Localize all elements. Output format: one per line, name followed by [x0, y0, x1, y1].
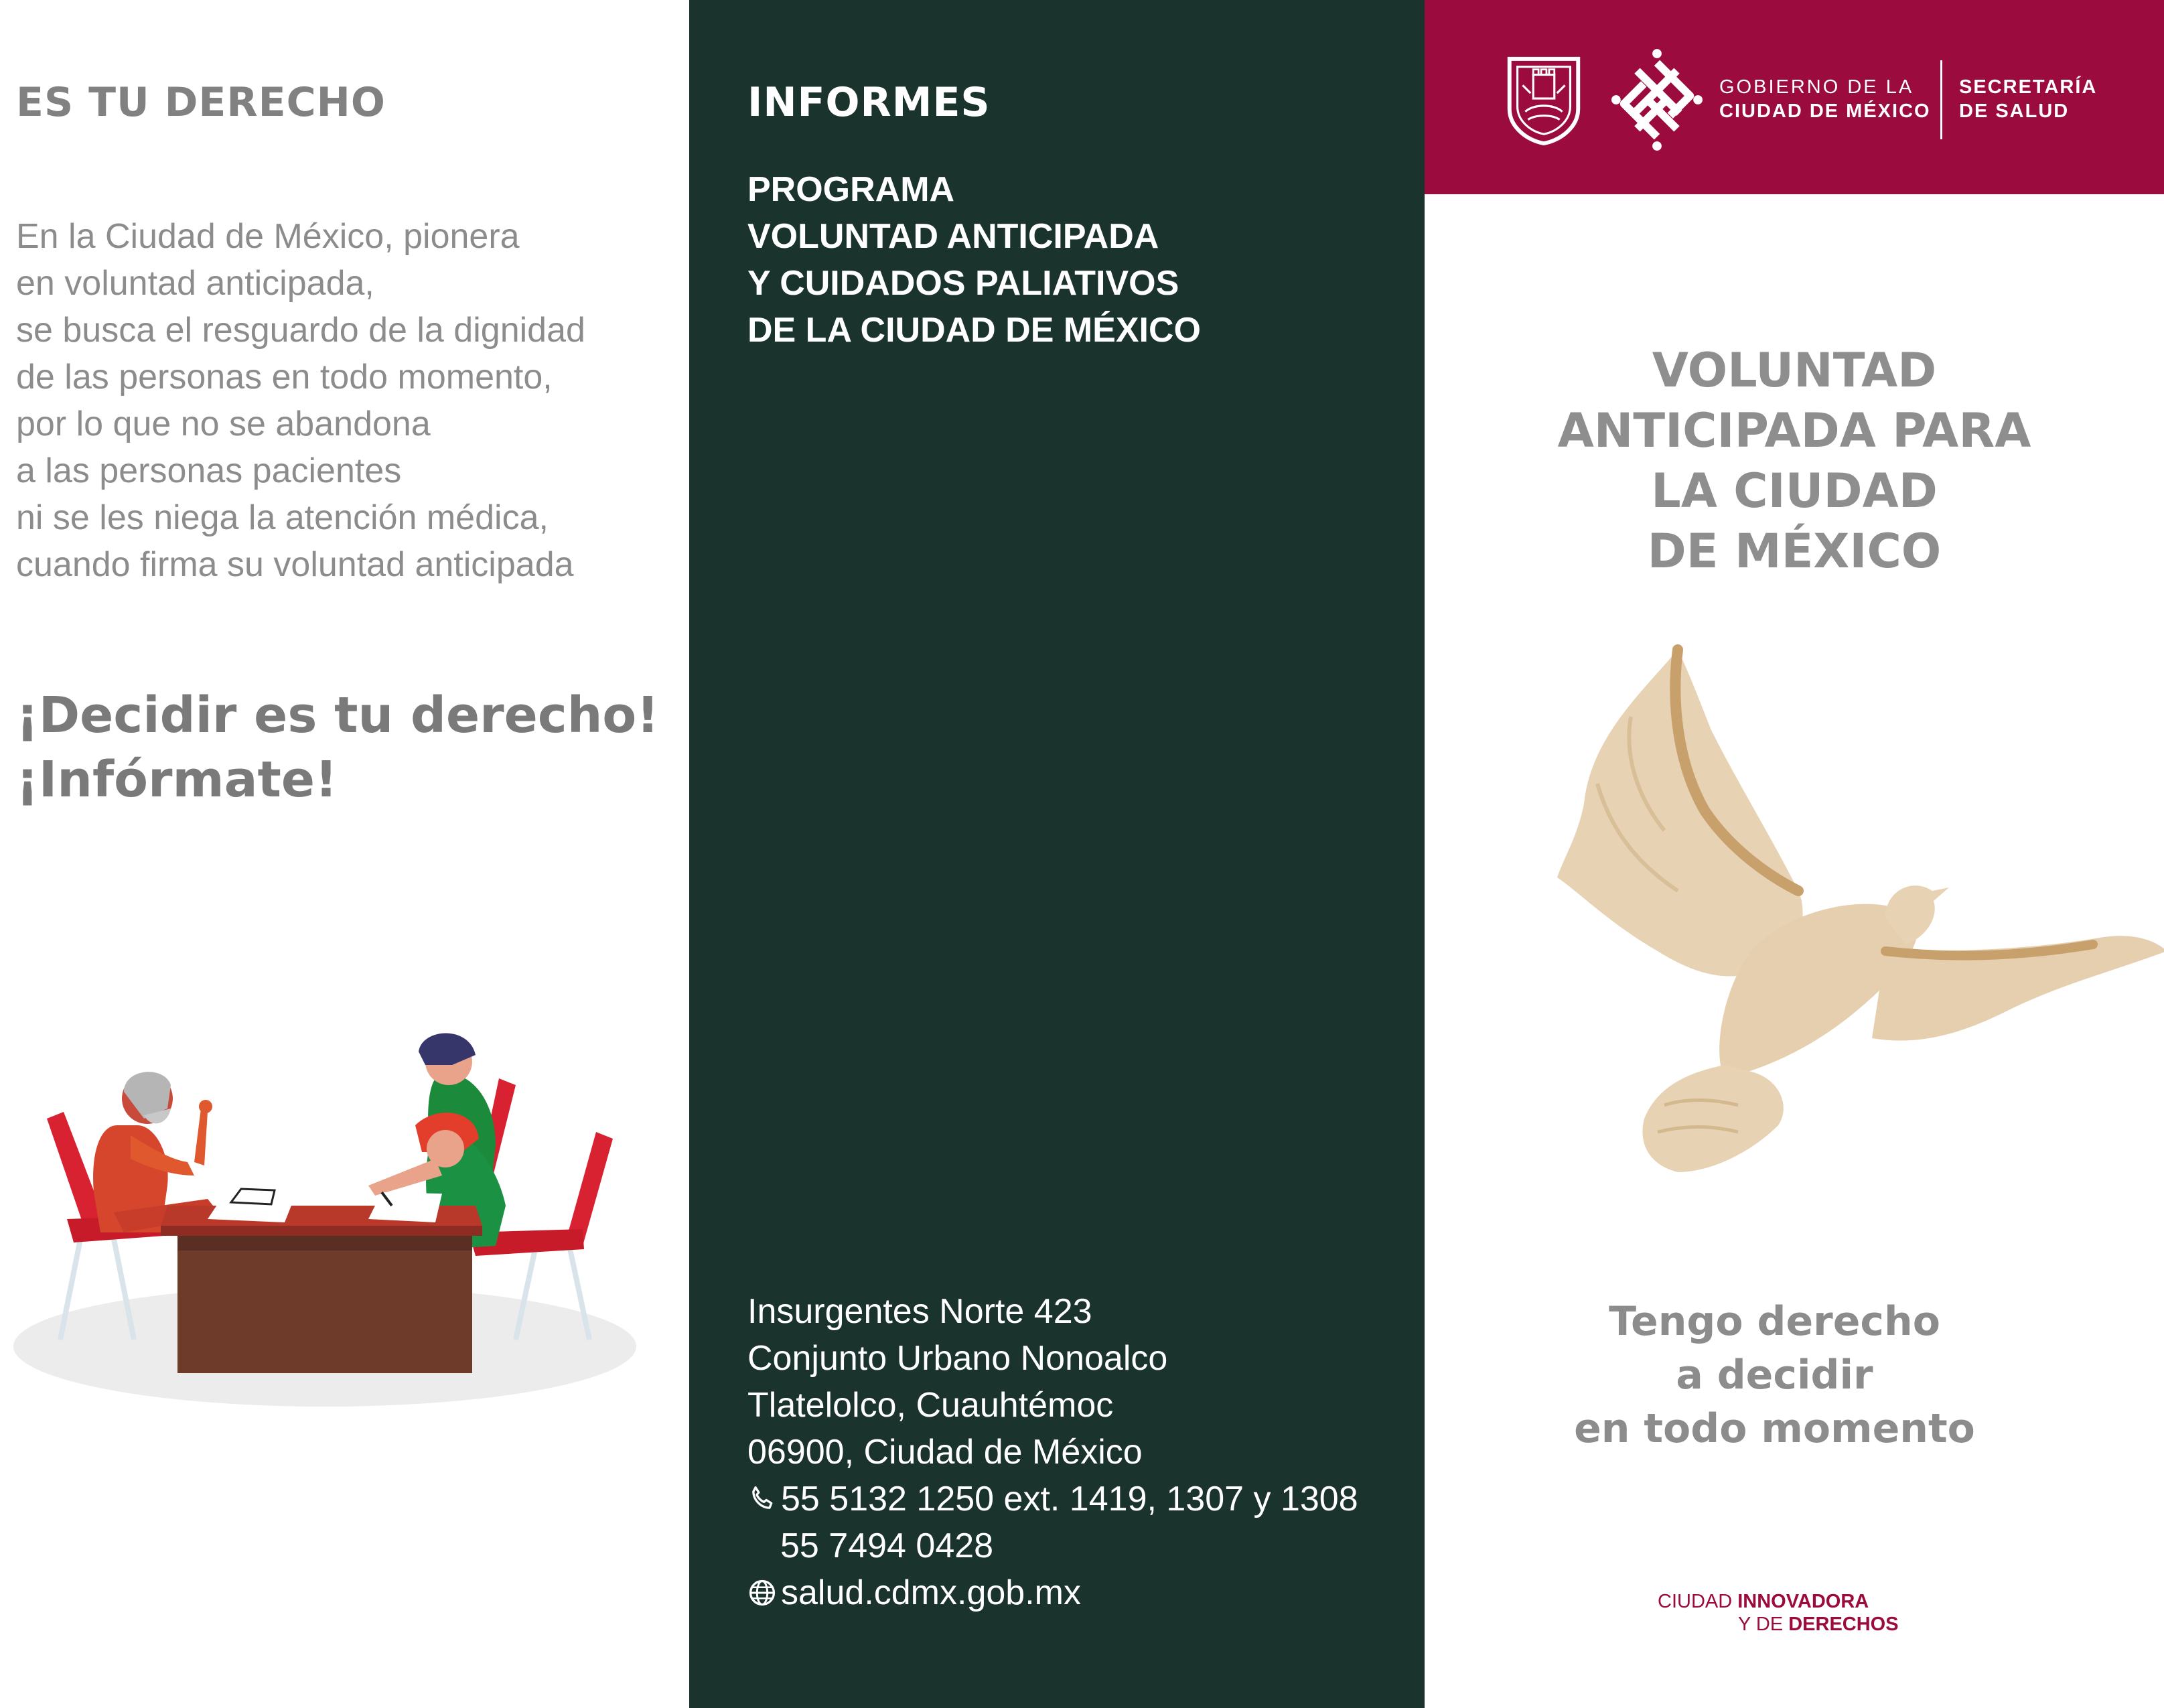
website-line: [747, 1569, 1358, 1616]
body-line: de las personas en todo momento,: [16, 358, 553, 397]
dove-icon: [1510, 636, 2164, 1199]
body-line: cuando firma su voluntad anticipada: [16, 545, 574, 584]
tagline: [1425, 1295, 2124, 1455]
left-heading: ES TU DERECHO: [16, 79, 386, 126]
body-line: por lo que no se abandona: [16, 405, 431, 443]
title-line: VOLUNTAD: [1652, 343, 1937, 398]
banner-divider: [1940, 60, 1942, 139]
phone-secondary[interactable]: 55 7494 0428: [780, 1526, 994, 1565]
contact-info: [747, 1288, 1358, 1616]
program-line: PROGRAMA: [747, 170, 955, 209]
tagline-line: Tengo derecho: [1609, 1298, 1940, 1345]
main-title: [1425, 340, 2164, 581]
slogan-line: ¡Infórmate!: [16, 751, 338, 808]
slogan-line: ¡Decidir es tu derecho!: [16, 687, 659, 744]
cdmx-shield-logo: [1504, 54, 1584, 146]
government-name: [1719, 75, 1931, 123]
left-body-text: [16, 213, 679, 588]
program-line: DE LA CIUDAD DE MÉXICO: [747, 311, 1201, 350]
address-line: Tlatelolco, Cuauhtémoc: [747, 1386, 1114, 1425]
secretariat-name: [1959, 75, 2097, 123]
sec-line: DE SALUD: [1959, 100, 2070, 122]
phone-line: [747, 1476, 1358, 1522]
body-line: ni se les niega la atención médica,: [16, 498, 549, 537]
program-name: [747, 166, 1201, 354]
address-line: Conjunto Urbano Nonoalco: [747, 1339, 1168, 1378]
title-line: ANTICIPADA PARA: [1557, 403, 2031, 458]
footer-line-1: [1658, 1590, 1899, 1613]
footer-bold: INNOVADORA: [1737, 1591, 1869, 1612]
program-line: VOLUNTAD ANTICIPADA: [747, 217, 1159, 256]
footer-bold: DERECHOS: [1788, 1614, 1899, 1635]
phone-icon: [747, 1484, 777, 1514]
body-line: se busca el resguardo de la dignidad: [16, 311, 585, 350]
website-link[interactable]: salud.cdmx.gob.mx: [781, 1573, 1081, 1612]
tagline-line: en todo momento: [1574, 1405, 1975, 1452]
title-line: DE MÉXICO: [1647, 524, 1942, 579]
middle-panel: [689, 0, 1425, 1708]
globe-icon: [747, 1578, 777, 1608]
title-line: LA CIUDAD: [1651, 464, 1938, 518]
address-line: Insurgentes Norte 423: [747, 1292, 1092, 1331]
phone-primary[interactable]: 55 5132 1250 ext. 1419, 1307 y 1308: [781, 1480, 1358, 1518]
gov-line: GOBIERNO DE LA: [1719, 76, 1914, 98]
left-panel: [0, 0, 689, 1708]
footer-prefix: Y DE: [1738, 1614, 1789, 1635]
people-signing-document-illustration: [7, 991, 650, 1420]
body-line: a las personas pacientes: [16, 451, 402, 490]
tagline-line: a decidir: [1676, 1352, 1873, 1399]
cdmx-knot-logo: [1611, 47, 1703, 153]
slogan: [16, 683, 659, 812]
ciudad-innovadora-logo: [1658, 1590, 1899, 1636]
body-line: en voluntad anticipada,: [16, 264, 374, 303]
footer-line-2: [1658, 1613, 1899, 1636]
address-line: 06900, Ciudad de México: [747, 1433, 1143, 1472]
informes-heading: INFORMES: [747, 79, 991, 126]
sec-line: SECRETARÍA: [1959, 76, 2098, 98]
footer-prefix: CIUDAD: [1658, 1591, 1738, 1612]
program-line: Y CUIDADOS PALIATIVOS: [747, 264, 1179, 303]
right-panel: [1425, 0, 2164, 1708]
government-banner: [1425, 0, 2164, 194]
gov-line: CIUDAD DE MÉXICO: [1719, 100, 1931, 122]
body-line: En la Ciudad de México, pionera: [16, 217, 520, 256]
